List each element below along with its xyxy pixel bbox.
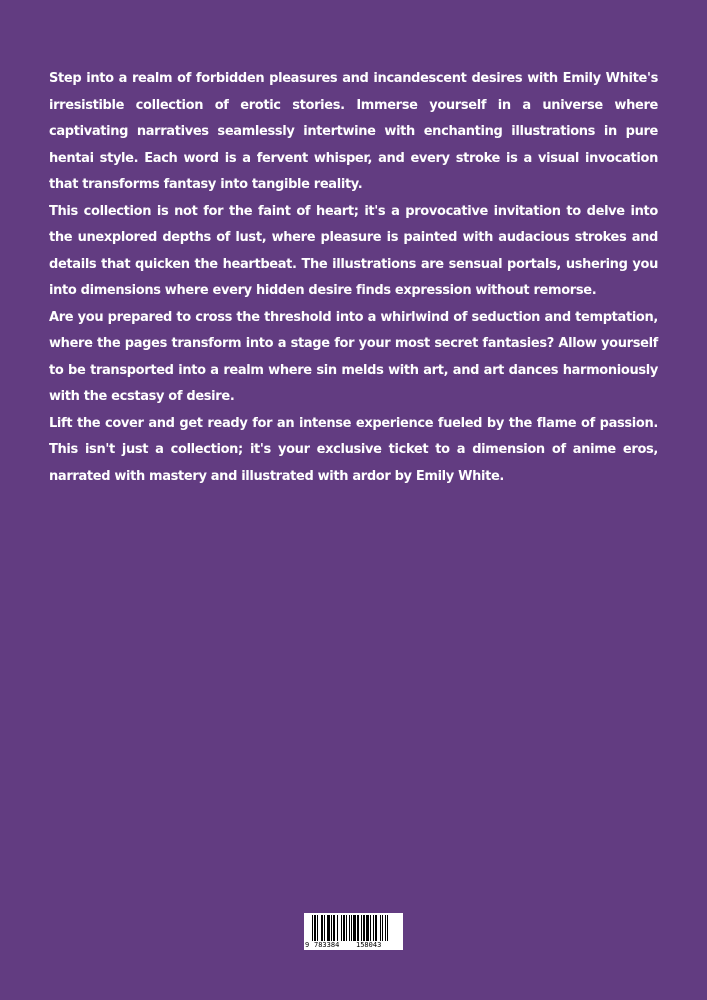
barcode-bar — [361, 915, 362, 941]
barcode-bar — [380, 915, 381, 941]
barcode-digits-group-2: 158043 — [356, 941, 382, 949]
barcode-digits-group-1: 783384 — [314, 941, 340, 949]
barcode-bar — [331, 915, 332, 941]
barcode-bar — [312, 915, 313, 941]
barcode-bar — [357, 915, 359, 941]
barcode-bar — [321, 915, 323, 941]
blurb-paragraph: Step into a realm of forbidden pleasures and incandescent desires with Emily White's irresistible collection of erotic stories. Immerse yourself in a universe where captivating narratives seamlessly intertwine with enchanting illustrations in pure hentai style. Each word is a fervent whisper, and every stroke is a visual invocation that transforms fantasy into tangible reality. — [49, 71, 658, 192]
barcode-bar — [351, 915, 352, 941]
barcode-bar — [333, 915, 335, 941]
barcode-bar — [375, 915, 377, 941]
barcode-bar — [341, 915, 342, 941]
barcode-bar — [346, 915, 347, 941]
back-cover-blurb — [49, 66, 658, 490]
barcode-bar — [327, 915, 330, 941]
barcode-bar — [349, 915, 350, 941]
barcode-first-digit: 9 — [305, 941, 310, 949]
barcode-bar — [314, 915, 316, 941]
barcode-bar — [337, 915, 338, 941]
blurb-paragraph: Lift the cover and get ready for an intense experience fueled by the flame of passion. This isn't just a collection; it's your exclusive ticket to a dimension of anime eros, narrated with mastery and illustrated with ardor by Emily White. — [49, 415, 658, 484]
barcode-bar — [370, 915, 371, 941]
barcode-bar — [385, 915, 386, 941]
isbn-barcode — [304, 913, 403, 950]
barcode-bar — [343, 915, 345, 941]
barcode-bar — [366, 915, 369, 941]
barcode-bar — [373, 915, 374, 941]
barcode-bar — [387, 915, 388, 941]
barcode-bar — [317, 915, 318, 941]
barcode-bar — [363, 915, 365, 941]
barcode-bar — [382, 915, 383, 941]
barcode-bar — [353, 915, 356, 941]
blurb-paragraph: Are you prepared to cross the threshold into a whirlwind of seduction and temptation, where the pages transform into a stage for your most secret fantasies? Allow yourself to be transported into a realm where sin melds with art, and art dances harmoniously with the ecstasy of desire. — [49, 309, 658, 404]
blurb-paragraph: This collection is not for the faint of heart; it's a provocative invitation to delve into the unexplored depths of lust, where pleasure is painted with audacious strokes and details that quicken the heartbeat. The illustrations are sensual portals, ushering you into dimensions where every hidden desire finds expression without remorse. — [49, 203, 658, 298]
barcode-bar — [324, 915, 325, 941]
